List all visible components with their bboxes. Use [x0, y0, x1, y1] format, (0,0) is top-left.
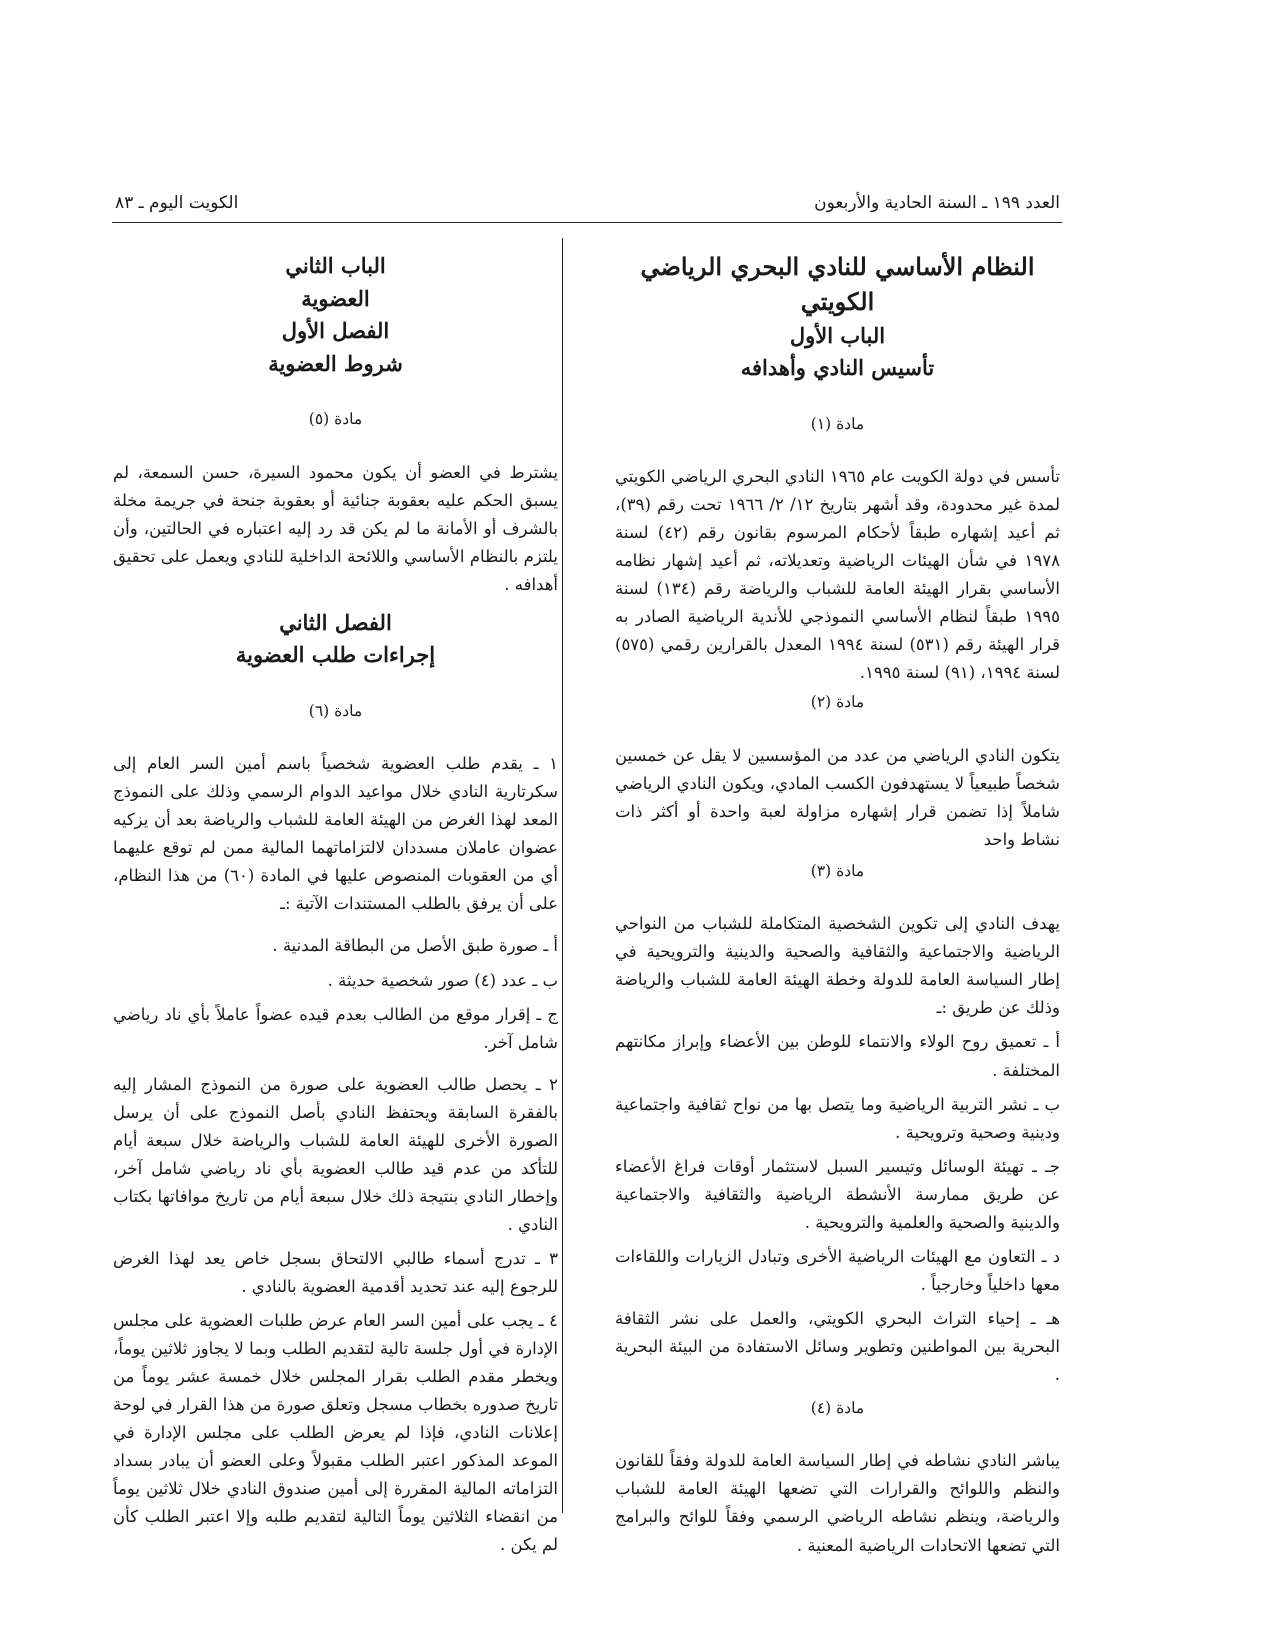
article-3-label: مادة (٣): [810, 861, 865, 880]
article-5-text: يشترط في العضو أن يكون محمود السيرة، حسن السمعة، لم يسبق الحكم عليه بعقوبة جنائية أو بعقوبة جنحة في جريمة مخلة بالشرف أو الأمانة ما لم يكن قد رد إليه اعتباره في الحالتين، وأن يلتزم بالنظام الأساسي واللائحة الداخلية للنادي ويعمل على تحقيق أهدافه .: [113, 462, 558, 594]
chapter-1-title: تأسيس النادي وأهدافه: [740, 355, 935, 381]
article-3-item-d: د ـ التعاون مع الهيئات الرياضية الأخرى وتبادل الزيارات واللقاءات معها داخلياً وخارجياً .: [615, 1246, 1060, 1294]
article-1-text: تأسس في دولة الكويت عام ١٩٦٥ النادي البحري الرياضي الكويتي لمدة غير محدودة، وقد أشهر بتاريخ ١٢/ ٢/ ١٩٦٦ تحت رقم (٣٩)، ثم أعيد إشهاره طبقاً لأحكام المرسوم بقانون رقم (٤٢) لسنة ١٩٧٨ في شأن الهيئات الرياضية وتعديلاته، ثم أعيد إشهار نظامه الأساسي بقرار الهيئة العامة للشباب والرياضة رقم (١٣٤) لسنة ١٩٩٥ طبقاً لنظام الأساسي النموذجي للأندية الرياضية الصادر به قرار الهيئة رقم (٥٣١) لسنة ١٩٩٤ المعدل بالقرارين رقمي (٥٧٥) لسنة ١٩٩٤، (٩١) لسنة ١٩٩٥.: [615, 467, 1060, 683]
section-2-title: إجراءات طلب العضوية: [235, 642, 436, 668]
left-column: [113, 250, 558, 1565]
article-3-intro: يهدف النادي إلى تكوين الشخصية المتكاملة للشباب من النواحي الرياضية والاجتماعية والثقافية والصحية والدينية والترويحية في إطار السياسة العامة للدولة وخطة الهيئة العامة للشباب والرياضة وذلك عن طريق :ـ: [615, 914, 1060, 1018]
article-2-label: مادة (٢): [810, 693, 865, 712]
article-6-para-2: ٢ ـ يحصل طالب العضوية على صورة من النموذج المشار إليه بالفقرة السابقة ويحتفظ النادي بأصل النموذج على أن يرسل الصورة الأخرى للهيئة العامة للشباب والرياضة خلال سبعة أيام للتأكد من عدم قيد طالب العضوية بأي ناد رياضي شامل آخر، وإخطار النادي بنتيجة ذلك خلال سبعة أيام من تاريخ موافاتها بكتاب النادي .: [113, 1074, 558, 1234]
article-3-item-b: ب ـ نشر التربية الرياضية وما يتصل بها من نواح ثقافية واجتماعية ودينية وصحية وترويحية .: [615, 1094, 1060, 1142]
header-rule: [112, 222, 1062, 223]
section-2-label: الفصل الثاني: [279, 609, 392, 635]
article-5-label: مادة (٥): [308, 410, 363, 429]
article-6-para-3: ٣ ـ تدرج أسماء طالبي الالتحاق بسجل خاص يعد لهذا الغرض للرجوع إليه عند تحديد أقدمية العضوية بالنادي .: [113, 1248, 558, 1296]
chapter-1-label: الباب الأول: [789, 322, 886, 348]
section-1-title: شروط العضوية: [268, 350, 403, 376]
column-divider: [562, 238, 563, 1513]
article-4-text: يباشر النادي نشاطه في إطار السياسة العامة للدولة وفقاً للقانون والنظم واللوائح والقرارات التي تضعها الهيئة العامة للشباب والرياضة، وينظم نشاطه الرياضي الرسمي وفقاً للوائح والبرامج التي تضعها الاتحادات الرياضية المعنية .: [615, 1451, 1060, 1555]
article-6-item-b: ب ـ عدد (٤) صور شخصية حديثة .: [327, 970, 558, 990]
article-6-para-4: ٤ ـ يجب على أمين السر العام عرض طلبات العضوية على مجلس الإدارة في أول جلسة تالية لتقديم الطلب وبما لا يجاوز ثلاثين يوماً، ويخطر مقدم الطلب بقرار المجلس خلال خمسة عشر يوماً من تاريخ صدوره بخطاب مسجل وتعلق صورة من هذا القرار في لوحة إعلانات النادي، فإذا لم يعرض الطلب على مجلس الإدارة في الموعد المذكور اعتبر الطلب مقبولاً وعلى العضو أن يبادر بسداد التزاماته المالية المقررة إلى أمين صندوق النادي خلال ثلاثين يوماً من انقضاء الثلاثين يوماً التالية لتقديم طلبه وإلا اعتبر الطلب كأن لم يكن .: [113, 1311, 558, 1555]
right-column: [615, 250, 1060, 1560]
publication-page: الكويت اليوم ـ ٨٣: [115, 193, 239, 213]
article-6-item-c: ج ـ إقرار موقع من الطالب بعدم قيده عضواً عاملاً بأي ناد رياضي شامل آخر.: [113, 1004, 558, 1052]
article-6-item-a: أ ـ صورة طبق الأصل من البطاقة المدنية .: [272, 936, 558, 956]
page-header: [115, 193, 1060, 223]
article-6-para-1: ١ ـ يقدم طلب العضوية شخصياً باسم أمين السر العام إلى سكرتارية النادي خلال مواعيد الدوام الرسمي وذلك على النموذج المعد لهذا الغرض من الهيئة العامة للشباب والرياضة بعد أن يزكيه عضوان عاملان مسددان لالتزاماتهما المالية ممن لم توقع عليهما أي من العقوبات المنصوص عليها في المادة (٦٠) من هذا النظام، على أن يرفق بالطلب المستندات الآتية :ـ: [113, 754, 558, 914]
article-3-item-e: هـ ـ إحياء التراث البحري الكويتي، والعمل على نشر الثقافة البحرية بين المواطنين وتطوير وسائل الاستفادة من البيئة البحرية .: [615, 1308, 1060, 1384]
section-1-label: الفصل الأول: [281, 318, 390, 344]
chapter-2-title: العضوية: [301, 285, 370, 311]
article-1-label: مادة (١): [810, 414, 865, 433]
article-4-label: مادة (٤): [810, 1399, 865, 1418]
chapter-2-label: الباب الثاني: [285, 253, 386, 278]
document-title: النظام الأساسي للنادي البحري الرياضي الكويتي: [640, 252, 1035, 316]
article-3-item-c: جـ ـ تهيئة الوسائل وتيسير السبل لاستثمار أوقات فراغ الأعضاء عن طريق ممارسة الأنشطة الرياضية والثقافية والاجتماعية والدينية والصحية والعلمية والترويحية .: [615, 1156, 1060, 1232]
issue-info: العدد ١٩٩ ـ السنة الحادية والأربعون: [814, 193, 1060, 213]
article-3-item-a: أ ـ تعميق روح الولاء والانتماء للوطن بين الأعضاء وإبراز مكانتهم المختلفة .: [615, 1032, 1060, 1080]
article-2-text: يتكون النادي الرياضي من عدد من المؤسسين لا يقل عن خمسين شخصاً طبيعياً لا يستهدفون الكسب المادي، ويكون النادي الرياضي شاملاً إذا تضمن قرار إشهاره مزاولة لعبة واحدة أو أكثر ذات نشاط واحد: [615, 745, 1060, 849]
article-6-label: مادة (٦): [308, 701, 363, 720]
